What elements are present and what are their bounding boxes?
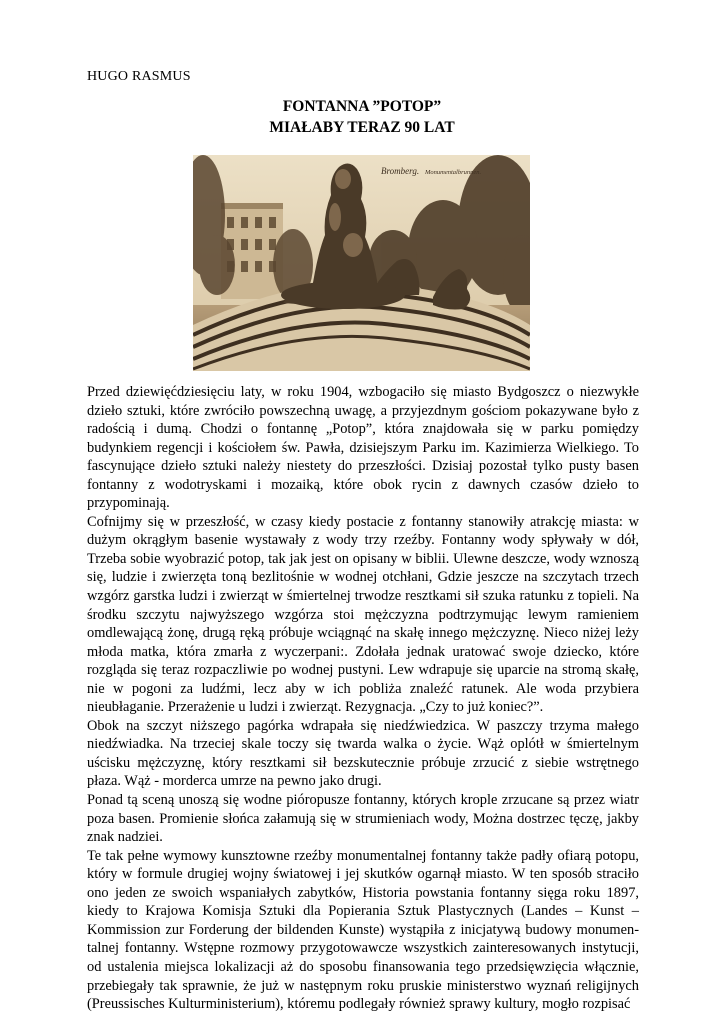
paragraph-5: Te tak pełne wymowy kunsztowne rzeźby monumentalnej fontanny także padły ofiarą potopu, który w formule drugiej wojny światowej i jej skutków ogarnął miasto. W ten sposób straciło ono jeden ze swoich wspaniałych zabytków, Historia powstania fontanny sięga roku 1897, kiedy to Krajowa Komisja Sztuki dla Popierania Sztuk Plastycznych (Landes – Kunst – Kommission zur Forderung der bildenden Kunste) wystąpiła z inicjatywą budowy monumen-talnej fontanny. Wstępne rozmowy przygotowawcze wszystkich zainteresowanych instytucji, od ustalenia miejsca lokalizacji aż do sposobu finansowania tego przedsięwzięcia włącznie, przebiegały tak sprawnie, że już w następnym roku pruskie ministerstwo wyznań religijnych (Preussisches Kulturministerium), któremu podlegały również sprawy kultury, mogło rozpisać	[87, 847, 639, 1013]
article-body	[87, 383, 639, 1014]
postcard-caption-right: Monumentalbrunnen.	[425, 169, 482, 176]
author-name: HUGO RASMUS	[87, 69, 191, 84]
paragraph-4: Ponad tą sceną unoszą się wodne pióropusze fontanny, których krople zrzucane są przez wiatr poza basen. Promienie słońca załamują się w strumieniach wody, Można dostrzec tęczę, jakby znak nadziei.	[87, 792, 639, 846]
postcard-caption-left: Bromberg.	[381, 166, 420, 176]
fountain-postcard-photo	[193, 155, 530, 371]
paragraph-3: Obok na szczyt niższego pagórka wdrapała się niedźwiedzica. W paszczy trzyma małego niedźwiadka. Na trzeciej skale toczy się twarda walka o życie. Wąż oplótł w śmiertelnym uścisku mężczyznę, który resztkami sił bezskutecznie próbuje zrzucić z siebie wstrętnego płaza. Wąż - morderca umrze na pewno jako drugi.	[87, 717, 639, 790]
paragraph-2: Cofnijmy się w przeszłość, w czasy kiedy postacie z fontanny stanowiły atrakcję miasta: w dużym okrągłym basenie wystawały z wody trzy rzeźby. Fontanny wody spływały w dół, Trzeba sobie wyobrazić potop, tak jak jest on opisany w biblii. Ulewne deszcze, wody wznoszą się, ludzie i zwierzęta toną bezlitośnie w wodnej otchłani, Gdzie jeszcze na szczytach trzech wzgórz garstka ludzi i zwierząt w śmiertelnej trwodze resztkami sił szuka ratunku z topieli. Na środku szczytu najwyższego wzgórza stoi mężczyzna podtrzymując lewym ramieniem omdlewającą żonę, drugą ręką próbuje wciągnąć na skałę innego mężczyznę. Nieco niżej leży młoda matka, która zmarła z wyczerpani:. Zdołała jednak uratować swoje dziecko, które rozgląda się teraz rozpaczliwie po wodnej pustyni. Lew wdrapuje się uparcie na stromą skałę, nie w pogoni za ludźmi, lecz aby w ich pobliża znaleźć ratunek. Ale woda przybiera nieubłaganie. Przerażenie u ludzi i zwierząt. Rezygnacja. „Czy to już koniec?”.	[87, 513, 639, 716]
paragraph-1: Przed dziewięćdziesięciu laty, w roku 1904, wzbogaciło się miasto Bydgoszcz o niezwykłe dzieło sztuki, które zwróciło powszechną uwagę, a przyjezdnym gościom pokazywane było z radością i dumą. Chodzi o fontannę „Potop”, która znajdowała się w parku pomiędzy budynkiem regencji i kościołem św. Pawła, dzisiejszym Parku im. Kazimierza Wielkiego. To fascynujące dzieło sztuki należy niestety do przeszłości. Dzisiaj pozostał tylko pusty basen fontanny z wodotryskami i mozaiką, które obok rycin z dawnych czasów dzieło to przypominają.	[87, 384, 639, 512]
title-line-2: MIAŁABY TERAZ 90 LAT	[269, 119, 455, 136]
title-line-1: FONTANNA ”POTOP”	[282, 98, 442, 115]
article-title	[0, 96, 724, 138]
